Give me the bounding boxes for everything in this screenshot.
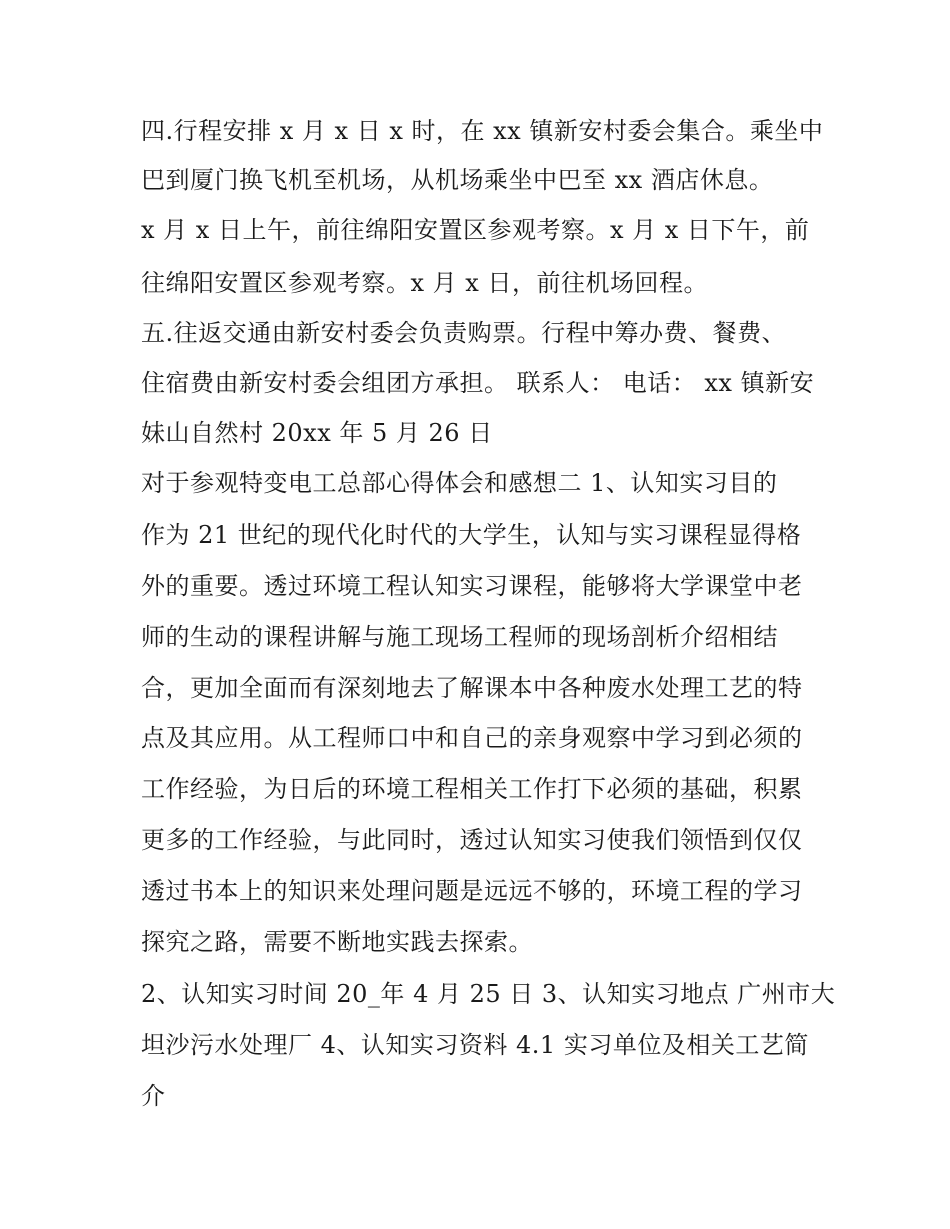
text-line-20: 介 xyxy=(141,1082,166,1110)
text-line-14: 工作经验，为日后的环境工程相关工作打下必须的基础，积累 xyxy=(141,775,803,803)
text-line-18: 2、认知实习时间 20_年 4 月 25 日 3、认知实习地点 广州市大 xyxy=(141,980,836,1008)
text-line-16: 透过书本上的知识来处理问题是远远不够的，环境工程的学习 xyxy=(141,877,803,905)
text-line-5: 五.往返交通由新安村委会负责购票。行程中筹办费、餐费、 xyxy=(141,319,787,347)
text-line-12: 合，更加全面而有深刻地去了解课本中各种废水处理工艺的特 xyxy=(141,674,803,702)
text-line-2: 巴到厦门换飞机至机场，从机场乘坐中巴至 xx 酒店休息。 xyxy=(141,166,774,194)
text-line-8: 对于参观特变电工总部心得体会和感想二 1、认知实习目的 xyxy=(141,469,778,497)
text-line-11: 师的生动的课程讲解与施工现场工程师的现场剖析介绍相结 xyxy=(141,623,778,651)
text-line-15: 更多的工作经验，与此同时，透过认知实习使我们领悟到仅仅 xyxy=(141,826,803,854)
text-line-19: 坦沙污水处理厂 4、认知实习资料 4.1 实习单位及相关工艺简 xyxy=(141,1031,809,1059)
text-line-4: 往绵阳安置区参观考察。x 月 x 日，前往机场回程。 xyxy=(141,269,708,297)
text-line-9: 作为 21 世纪的现代化时代的大学生，认知与实习课程显得格 xyxy=(141,521,802,549)
text-line-10: 外的重要。透过环境工程认知实习课程，能够将大学课堂中老 xyxy=(141,572,803,600)
text-line-17: 探究之路，需要不断地实践去探索。 xyxy=(141,928,533,956)
text-line-1: 四.行程安排 x 月 x 日 x 时，在 xx 镇新安村委会集合。乘坐中 xyxy=(141,117,824,145)
text-line-3: x 月 x 日上午，前往绵阳安置区参观考察。x 月 x 日下午，前 xyxy=(141,216,810,244)
text-line-13: 点及其应用。从工程师口中和自己的亲身观察中学习到必须的 xyxy=(141,724,803,752)
text-line-6: 住宿费由新安村委会组团方承担。 联系人： 电话： xx 镇新安 xyxy=(141,369,815,397)
text-line-7: 妹山自然村 20xx 年 5 月 26 日 xyxy=(141,419,493,447)
